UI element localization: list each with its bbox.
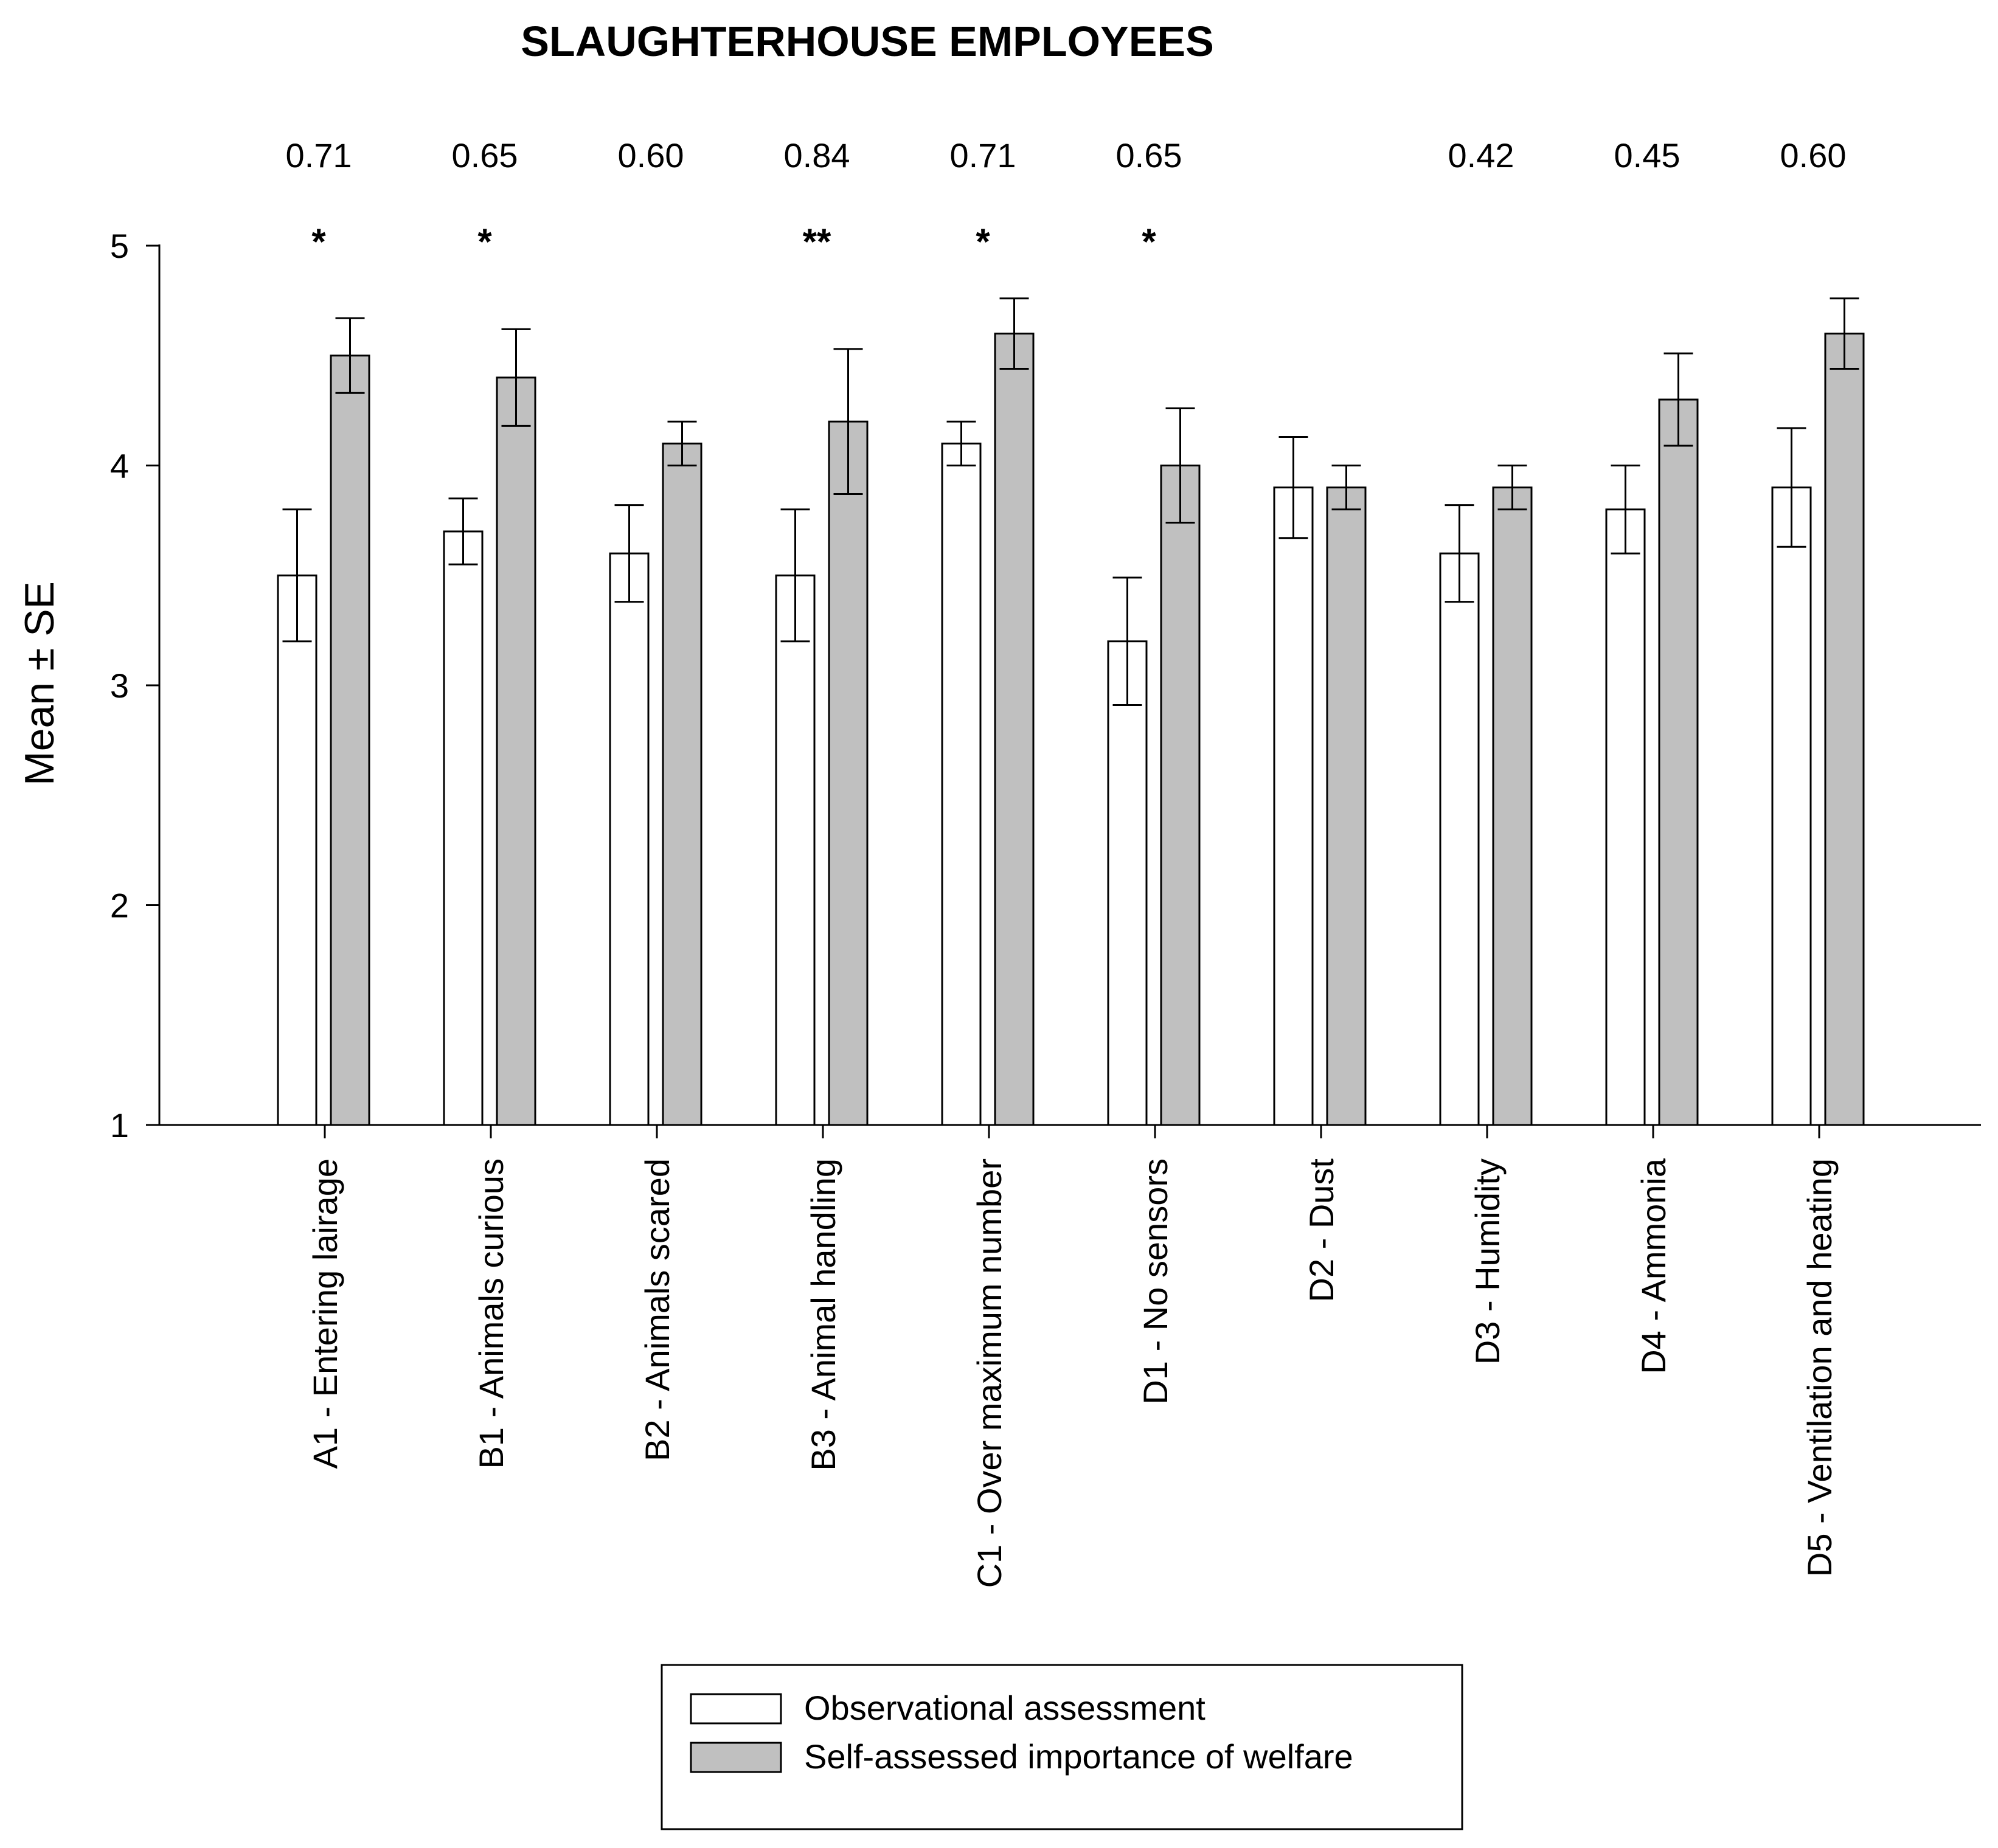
category-label-1: A1 - Entering lairage <box>306 1158 344 1469</box>
legend-swatch-observational <box>691 1694 781 1723</box>
category-label-5: C1 - Over maximum number <box>970 1158 1008 1588</box>
y-axis-label: Mean ± SE <box>16 581 63 786</box>
category-label-10: D5 - Ventilation and heating <box>1800 1158 1839 1577</box>
y-tick-label-2: 2 <box>109 886 129 925</box>
observational-bar-4 <box>776 575 814 1125</box>
significance-marker-1: * <box>311 221 326 262</box>
correlation-value-8: 0.42 <box>1448 136 1514 175</box>
correlation-value-4: 0.84 <box>783 136 850 175</box>
self-assessed-bar-9 <box>1659 400 1698 1125</box>
observational-bar-8 <box>1440 553 1479 1125</box>
category-label-4: B3 - Animal handling <box>804 1158 842 1471</box>
significance-marker-6: * <box>1142 221 1156 262</box>
correlation-value-3: 0.60 <box>617 136 684 175</box>
self-assessed-bar-5 <box>995 334 1033 1125</box>
observational-bar-10 <box>1772 488 1811 1125</box>
self-assessed-bar-2 <box>497 378 535 1125</box>
observational-bar-6 <box>1108 642 1146 1125</box>
category-label-6: D1 - No sensors <box>1136 1158 1174 1405</box>
self-assessed-bar-10 <box>1825 334 1864 1125</box>
observational-bar-1 <box>278 575 316 1125</box>
legend <box>662 1665 1462 1829</box>
significance-marker-5: * <box>976 221 990 262</box>
legend-swatch-self-assessed <box>691 1743 781 1772</box>
correlation-value-6: 0.65 <box>1115 136 1182 175</box>
correlation-value-2: 0.65 <box>451 136 518 175</box>
legend-label-self-assessed: Self-assessed importance of welfare <box>804 1737 1353 1776</box>
self-assessed-bar-4 <box>829 421 867 1125</box>
observational-bar-3 <box>610 553 648 1125</box>
self-assessed-bar-7 <box>1327 488 1365 1125</box>
correlation-value-9: 0.45 <box>1614 136 1681 175</box>
correlation-value-10: 0.60 <box>1780 136 1847 175</box>
self-assessed-bar-3 <box>663 443 701 1125</box>
significance-marker-4: ** <box>802 221 831 262</box>
category-label-8: D3 - Humidity <box>1468 1158 1507 1365</box>
y-tick-label-1: 1 <box>109 1106 129 1144</box>
correlation-value-1: 0.71 <box>285 136 352 175</box>
chart-title: SLAUGHTERHOUSE EMPLOYEES <box>521 18 1214 65</box>
significance-marker-2: * <box>477 221 492 262</box>
observational-bar-7 <box>1274 488 1313 1125</box>
category-label-3: B2 - Animals scared <box>638 1158 676 1461</box>
y-tick-label-5: 5 <box>109 227 129 265</box>
legend-label-observational: Observational assessment <box>804 1689 1205 1727</box>
self-assessed-bar-1 <box>331 356 369 1125</box>
self-assessed-bar-8 <box>1493 488 1531 1125</box>
y-tick-label-3: 3 <box>109 666 129 705</box>
category-label-7: D2 - Dust <box>1302 1158 1341 1303</box>
observational-bar-5 <box>942 443 980 1125</box>
plot-area <box>110 136 1981 1588</box>
category-label-2: B1 - Animals curious <box>472 1158 510 1469</box>
observational-bar-9 <box>1606 510 1645 1125</box>
y-tick-label-4: 4 <box>109 446 129 485</box>
correlation-value-5: 0.71 <box>949 136 1016 175</box>
observational-bar-2 <box>444 531 482 1125</box>
self-assessed-bar-6 <box>1161 466 1199 1126</box>
category-label-9: D4 - Ammonia <box>1634 1158 1673 1374</box>
